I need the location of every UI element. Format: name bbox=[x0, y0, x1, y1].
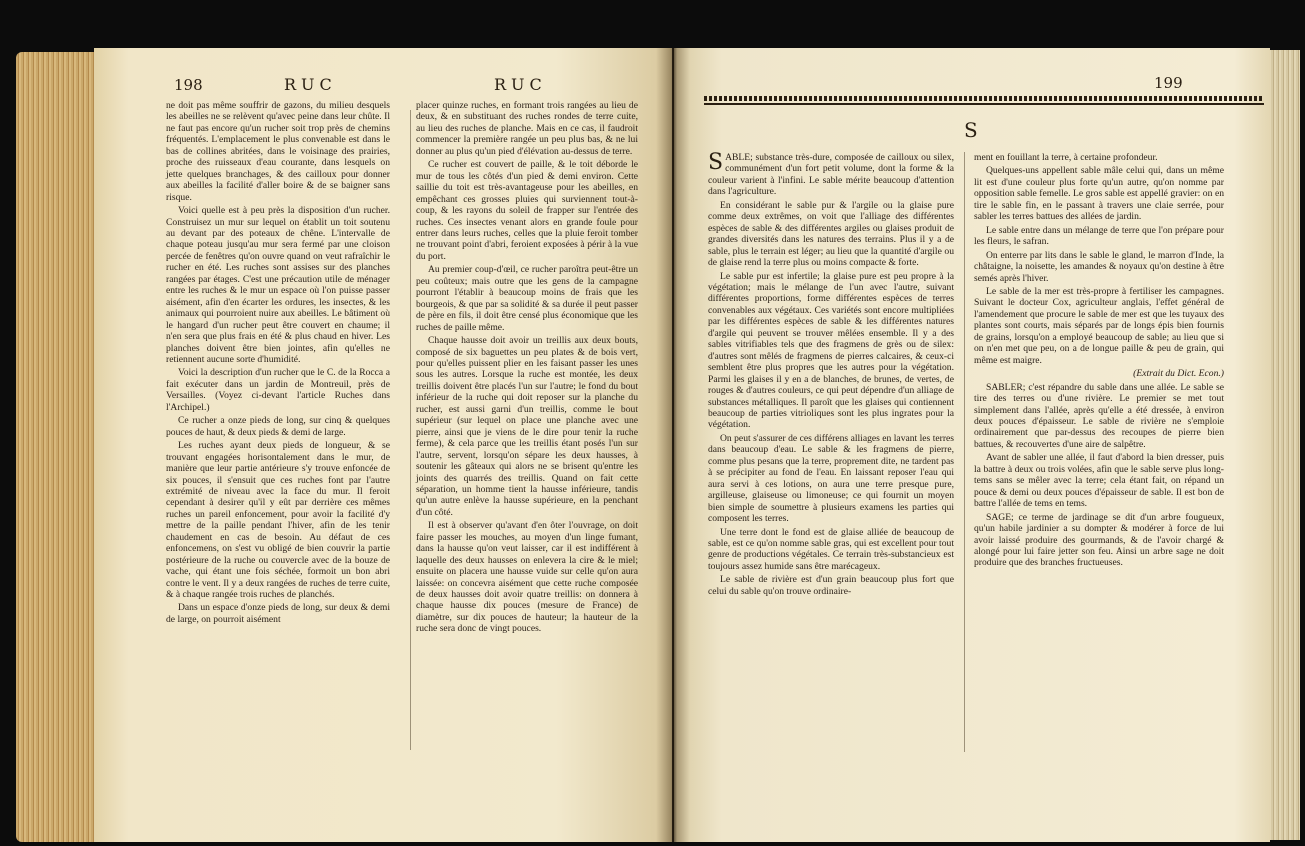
paragraph: Voici quelle est à peu près la disposition d'un rucher. Construisez un mur sur lequel on établit un toit soutenu au devant par des poteaux de chêne. L'intervalle de chaque poteau jusqu'au mur sera fermé par une cloison percée de fenêtres qu'on ouvre quand on veut rafraîchir le rucher en été. Les ruches sont assises sur des planches rangées par étages. C'est une précaution utile de ménager entre les ruches & le mur un espace où l'on puisse passer aisément, afin d'en écarter les ordures, les insectes, & les animaux qui pourroient nuire aux abeilles. Le bâtiment où le hangard d'un rucher peut être couvert en chaume; il n'en sera que plus frais en été & plus chaud en hiver. Les planches doivent être bien jointes, afin qu'elles ne retiennent aucune sorte d'humidité. bbox=[166, 205, 390, 365]
ornament-band bbox=[704, 96, 1264, 101]
right-column-2 bbox=[974, 152, 1224, 571]
left-page-number: 198 bbox=[174, 76, 203, 94]
left-header-left: RUC bbox=[284, 75, 337, 94]
paragraph: Au premier coup-d'œil, ce rucher paroîtra peut-être un peu coûteux; mais outre que les gens de la campagne pourront l'établir à beaucoup moins de frais que les bourgeois, & que par sa solidité & sa durée il peut passer de père en fils, il doit être censé plus économique que les ruches de paille même. bbox=[416, 264, 638, 333]
drop-cap: S bbox=[708, 150, 724, 175]
paragraph: Ce rucher est couvert de paille, & le toit déborde le mur de tous les côtés d'un pied & demi environ. Cette saillie du toit est très-avantageuse pour les abeilles, en empêchant ces grosses pluies qui surviennent tout-à-coup, & les rayons du soleil de frapper sur l'entrée des ruches. Ces insectes venant alors en grande foule pour entrer dans leurs ruches, celles que la pluie feroit tomber ne trouvant point d'abri, feroient exposées à périr à la vue du port. bbox=[416, 159, 638, 262]
paragraph: Une terre dont le fond est de glaise alliée de beaucoup de sable, est ce qu'on nomme sable gras, qui est excellent pour tout genre de productions végétales. Ce terrain très-substancieux est toujours assez humide sans être marécageux. bbox=[708, 526, 954, 572]
open-book bbox=[6, 22, 1302, 842]
left-column-1 bbox=[166, 100, 390, 627]
paragraph: Ce rucher a onze pieds de long, sur cinq & quelques pouces de haut, & deux pieds & demi de large. bbox=[166, 415, 390, 438]
paragraph: Voici la description d'un rucher que le C. de la Rocca a fait exécuter dans un jardin de Montreuil, près de Versailles. (Voyez ci-devant l'article Ruches dans l'Archipel.) bbox=[166, 367, 390, 413]
left-column-2 bbox=[416, 100, 638, 637]
paragraph: Chaque hausse doit avoir un treillis aux deux bouts, composé de six baguettes un peu plates & de bois vert, pour qu'elles puissent plier en les faisant passer les unes sous les autres. Lorsque la ruche est montée, les deux treillis doivent être placés l'un sur l'autre; le fond du bout inférieur de la ruche qui doit reposer sur la planche du rucher, est aussi garni d'un treillis, comme le bout supérieur (sur lequel on place une planche avec une pierre, ainsi que je viens de le dire pour tenir la ruche ferme), & cela parce que les treillis étant posés l'un sur l'autre, servent, lorsqu'on sépare les deux hausses, à soutenir les gâteaux qui alors ne se brisent qu'entre les joints des quarrés des treillis. Quand on fait cette séparation, un homme tient la hausse inférieure, tandis qu'un autre enlève la hausse supérieure, en la penchant d'un côté. bbox=[416, 335, 638, 518]
header-ornament bbox=[704, 96, 1264, 105]
paragraph: Le sable entre dans un mélange de terre que l'on prépare pour les fleurs, le safran. bbox=[974, 224, 1224, 248]
header-rule bbox=[704, 103, 1264, 105]
paragraph: Le sable de rivière est d'un grain beaucoup plus fort que celui du sable qu'on trouve ordinaire- bbox=[708, 574, 954, 597]
right-page-number: 199 bbox=[1154, 74, 1183, 92]
right-page bbox=[674, 48, 1270, 842]
paragraph: SABLE; substance très-dure, composée de cailloux ou silex, communément d'un fort petit volume, dont la forme & la couleur varient à l'infini. Le sable mérite beaucoup d'attention dans l'agriculture. bbox=[708, 150, 954, 198]
column-divider bbox=[964, 152, 965, 752]
paragraph: SAGE; ce terme de jardinage se dit d'un arbre fougueux, qu'un habile jardinier a su dompter & modérer à force de lui avoir laissé produire des gourmands, & de l'avoir chargé & alongé pour lui faire jetter son feu. Ainsi un arbre sage ne doit produire que des branches fructueuses. bbox=[974, 511, 1224, 569]
paragraph: On peut s'assurer de ces différens alliages en lavant les terres dans beaucoup d'eau. Le sable & les fragmens de pierre, comme plus pesans que la terre, proprement dite, ne tardent pas à se précipiter au fond de l'eau. En laissant reposer l'eau qui aura servi à ces lotions, on aura une terre presque pure, argilleuse, glaiseuse ou limoneuse; ce qui fournit un moyen bien simple de soumettre à plusieurs examens les parties qui composent les terres. bbox=[708, 432, 954, 525]
paragraph: placer quinze ruches, en formant trois rangées au lieu de deux, & en substituant des ruches rondes de terre cuite, au lieu des ruches de planche. Mais en ce cas, il faudroit commencer la première rangée un peu plus bas, & ne lui donner au plus qu'un pied d'élévation au-dessus de terre. bbox=[416, 100, 638, 157]
paragraph: Le sable de la mer est très-propre à fertiliser les campagnes. Suivant le docteur Cox, agriculteur anglais, l'effet général de l'amendement que procure le sable de mer est que les tuyaux des plantes sont courts, mais séparés par de longs épis bien fournis de grains, lorsqu'on a employé beaucoup de sable; au lieu que si on n'en met que peu, on a de longue paille & peu de grain, qui même est maigre. bbox=[974, 285, 1224, 366]
paragraph: Les ruches ayant deux pieds de longueur, & se trouvant engagées horisontalement dans le mur, de manière que leur partie antérieure s'y trouve enfoncée de six pouces, il s'ensuit que ces ruches font par l'autre extrémité de niveau avec la face du mur. Il feroit cependant à desirer qu'il y eût par derrière ces mêmes ruches un pareil enfoncement, pour avoir la facilité d'y mettre de la paille pendant l'hiver, afin de les tenir chaudement en cas de besoin. Au défaut de ces enfoncemens, on s'est vu obligé de bien couvrir la partie postérieure de la ruche ou couvercle avec de la bouze de vache, qui étant une fois séchée, formoit un bon abri contre le vent. Il y a deux rangées de ruches de terre cuite, & à chaque rangée trois ruches de planchés. bbox=[166, 440, 390, 601]
paragraph: ment en fouillant la terre, à certaine profondeur. bbox=[974, 152, 1158, 163]
page-edges-right bbox=[1266, 50, 1300, 840]
source-citation: (Extrait du Dict. Econ.) bbox=[1133, 368, 1224, 380]
left-page bbox=[94, 48, 672, 842]
paragraph: ne doit pas même souffrir de gazons, du milieu desquels les abeilles ne se relèvent qu'avec peine dans leur chûte. Il ne faut pas encore qu'un rucher soit trop près de chemins fréquentés. L'emplacement le plus convenable est dans le bas de collines abritées, dans le voisinage des prairies, proche des ruisseaux d'eau courante, dans lesquels on jette quelques branchages, & des cailloux pour donner aux abeilles la facilité d'aller boire & de se baigner sans risque. bbox=[166, 100, 390, 203]
paragraph: SABLER; c'est répandre du sable dans une allée. Le sable se tire des terres ou d'une rivière. Le premier se met tout simplement dans l'allée, après qu'elle a été dressée, à environ deux pouces d'épaisseur. Le sable de rivière ne s'emploie ordinairement que par-dessus des recoupes de pierre bien battues, & recouvertes d'une aire de salpêtre. bbox=[974, 381, 1224, 450]
paragraph: Avant de sabler une allée, il faut d'abord la bien dresser, puis la battre à deux ou trois volées, afin que le sable serve plus long-tems sans se mêler avec la terre; cela étant fait, on répand un pouce & demi ou deux pouces d'épaisseur de sable. Il est bon de battre l'allée de tems en tems. bbox=[974, 452, 1224, 510]
left-header-right: RUC bbox=[494, 75, 547, 94]
right-column-1 bbox=[708, 152, 954, 599]
paragraph: En considérant le sable pur & l'argile ou la glaise pure comme deux extrêmes, on voit que l'alliage des différentes espèces de sable & des différentes argiles ou glaises produit de grandes diversités dans les natures des terrains. Plus il y a de sable, plus le terrain est léger; au lieu que la quantité d'argile ou de glaise rend la terre plus ou moins compacte & forte. bbox=[708, 199, 954, 269]
section-letter: S bbox=[964, 118, 978, 142]
paragraph: Quelques-uns appellent sable mâle celui qui, dans un même lit est d'une couleur plus forte qu'un autre, qu'on nomme par opposition sable femelle. Le gros sable est appellé gravier: on en tire le sable fin, en le passant à travers une claie serrée, pour sabler les terres battues des allées de jardin. bbox=[974, 165, 1224, 223]
book-gutter bbox=[656, 48, 690, 842]
paragraph: Dans un espace d'onze pieds de long, sur deux & demi de large, on pourroit aisément bbox=[166, 602, 390, 625]
paragraph: Le sable pur est infertile; la glaise pure est peu propre à la végétation; mais le mélange de l'un avec l'autre, suivant différentes proportions, forme différentes espèces de terres convenables aux végétaux. Ces variétés sont encore multipliées par les différentes espèces de sable & les différentes natures d'argile qui peuvent se trouver mêlées ensemble. Il y a des sables vitrifiables tels que des fragmens de grès ou de silex: d'autres sont mêlés de fragmens de pierres calcaires, & ceux-ci semblent être plus propres que les autres pour la végétation. Parmi les glaises il y en a de blanches, de brunes, de vertes, de rouges & d'autres couleurs, ce qui peut dépendre d'un alliage de substances métalliques. Il paroît que les glaises qui contiennent beaucoup de parties vitrioliques sont les plus ingrates pour la végétation. bbox=[708, 270, 954, 431]
paragraph: Il est à observer qu'avant d'en ôter l'ouvrage, on doit faire passer les mouches, au moyen d'un linge fumant, dans la hausse qu'on veut laisser, car il est indifférent à laquelle des deux hausses on enlevera la cire & le miel; ensuite on placera une hausse vuide sur celle qu'on aura laissée: on concevra aisément que cette ruche composée de deux hausses doit avoir quatre treillis: on donnera à chaque hausse dix pouces (mesure de France) de diamètre, sur dix pouces de hauteur; la hauteur de la ruche sera donc de vingt pouces. bbox=[416, 520, 638, 635]
paragraph: On enterre par lits dans le sable le gland, le marron d'Inde, la châtaigne, la noisette, les amandes & noyaux qu'on destine à être semés après l'hiver. bbox=[974, 249, 1224, 284]
column-divider bbox=[410, 110, 411, 750]
